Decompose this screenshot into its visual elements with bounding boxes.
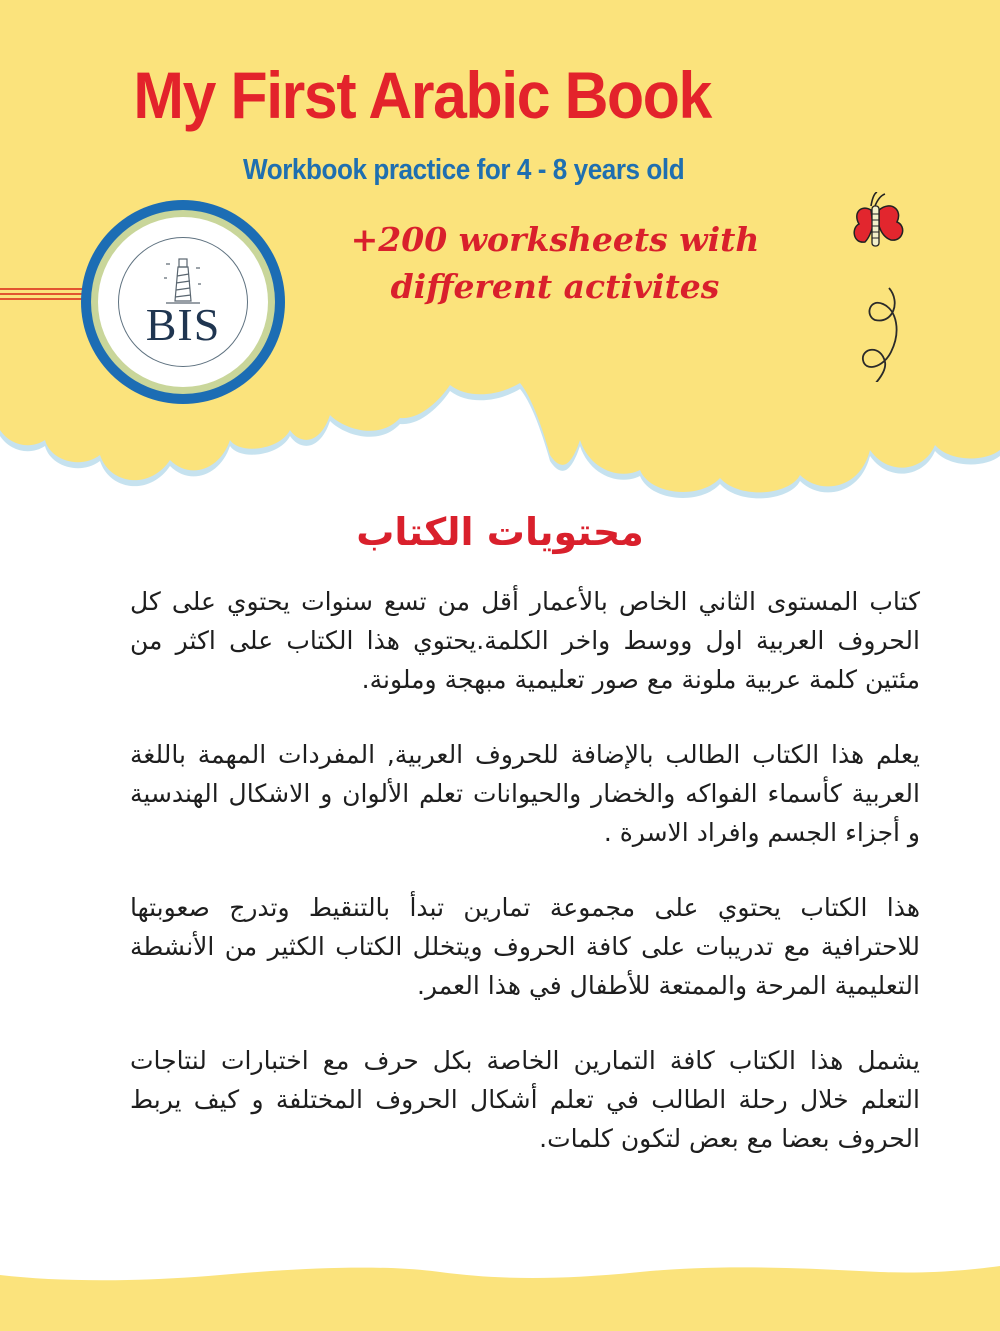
contents-paragraph-2: يعلم هذا الكتاب الطالب بالإضافة للحروف العربية, المفردات المهمة باللغة العربية كأسماء الفواكه والخضار والحيوانات تعلم الألوان و الاشكال الهندسية و أجزاء الجسم وافراد الاسرة . bbox=[130, 740, 920, 847]
worksheets-tagline bbox=[330, 216, 780, 310]
logo-accent-lines bbox=[0, 288, 90, 300]
bis-logo bbox=[81, 200, 285, 404]
butterfly-icon bbox=[845, 192, 915, 382]
book-subtitle: Workbook practice for 4 - 8 years old bbox=[243, 154, 685, 186]
contents-paragraph-4: يشمل هذا الكتاب كافة التمارين الخاصة بكل حرف مع اختبارات لنتاجات التعلم خلال رحلة الطالب في تعلم أشكال الحروف المختلفة و كيف يربط الحروف بعضا مع بعض لتكون كلمات. bbox=[130, 1046, 920, 1153]
contents-paragraph-1: كتاب المستوى الثاني الخاص بالأعمار أقل من تسع سنوات يحتوي على كل الحروف العربية اول ووسط واخر الكلمة.يحتوي هذا الكتاب على اكثر من مئتين كلمة عربية ملونة مع صور تعليمية مبهجة وملونة. bbox=[130, 587, 920, 694]
book-title: My First Arabic Book bbox=[133, 58, 711, 132]
contents-body bbox=[130, 582, 920, 1194]
footer-wave bbox=[0, 1260, 1000, 1331]
tagline-line-2: different activites bbox=[390, 267, 720, 306]
contents-heading: محتويات الكتاب bbox=[356, 510, 644, 554]
tagline-line-1: +200 worksheets with bbox=[350, 220, 760, 259]
logo-text: BIS bbox=[145, 299, 221, 350]
contents-paragraph-3: هذا الكتاب يحتوي على مجموعة تمارين تبدأ بالتنقيط وتدرج صعوبتها للاحترافية مع تدريبات على كافة الحروف ويتخلل الكتاب الكثير من الأنشطة التعليمية المرحة والممتعة للأطفال في هذا العمر. bbox=[130, 893, 920, 1000]
